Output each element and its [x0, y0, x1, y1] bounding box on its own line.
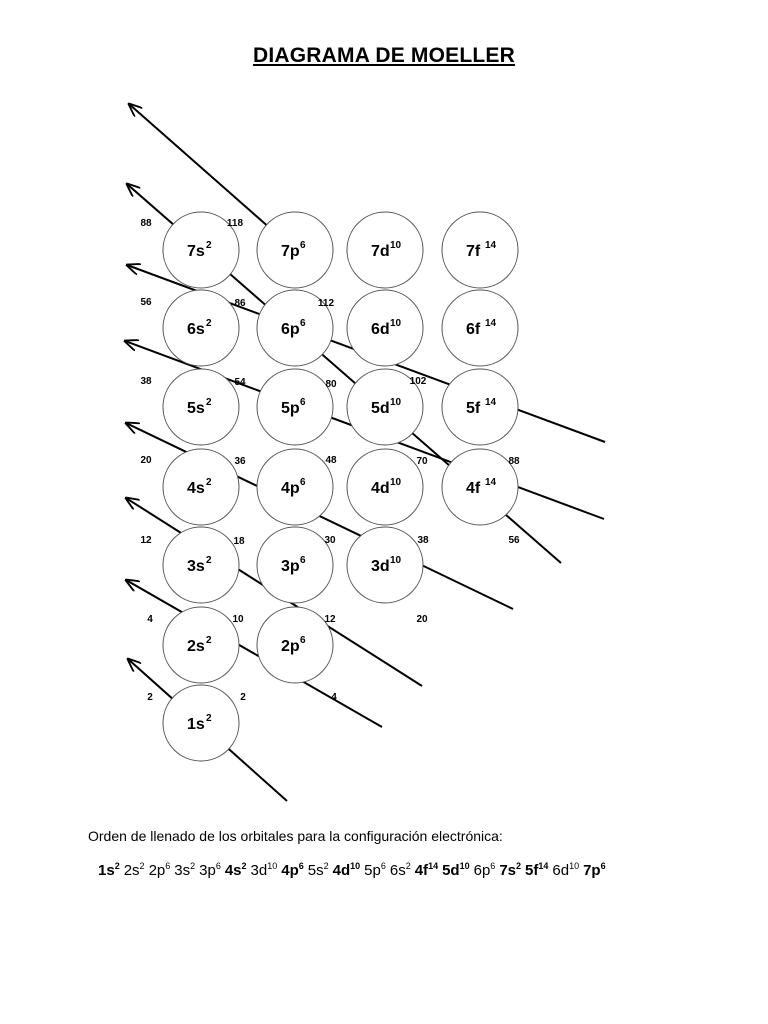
electron-count: 102	[409, 376, 427, 387]
electron-count: 56	[140, 297, 152, 308]
electron-count: 56	[508, 535, 520, 546]
sequence-term	[225, 862, 247, 879]
sequence-orbital: 5p	[364, 862, 381, 879]
sequence-orbital: 5d	[442, 862, 460, 879]
sequence-term	[442, 862, 470, 879]
electron-count: 38	[140, 376, 152, 387]
sequence-term	[583, 862, 606, 879]
orbital-label: 3p	[281, 558, 300, 575]
sequence-term	[308, 862, 329, 879]
electron-count: 86	[234, 298, 246, 309]
sequence-orbital: 3s	[174, 862, 191, 879]
electron-count: 112	[317, 298, 335, 309]
sequence-orbital: 6s	[389, 862, 406, 879]
sequence-exponent: 14	[538, 861, 549, 871]
electron-count: 118	[226, 218, 244, 229]
orbital-label: 1s	[187, 716, 205, 733]
orbital-3p	[257, 527, 333, 603]
orbital-label: 4s	[187, 480, 205, 497]
sequence-term	[199, 862, 221, 879]
sequence-exponent: 10	[267, 861, 278, 871]
electron-count: 2	[240, 692, 246, 703]
orbital-label: 5f	[466, 400, 481, 417]
orbital-label: 6d	[371, 321, 390, 338]
electron-count: 20	[140, 455, 152, 466]
electron-count: 54	[234, 377, 246, 388]
orbital-7f	[442, 212, 518, 288]
orbital-4f	[442, 449, 518, 525]
sequence-exponent: 10	[459, 861, 470, 871]
sequence-term	[124, 862, 145, 879]
orbital-superscript: 2	[206, 477, 212, 488]
orbital-superscript: 2	[206, 397, 212, 408]
sequence-term	[390, 862, 411, 879]
orbital-superscript: 2	[206, 318, 212, 329]
orbital-superscript: 6	[300, 477, 306, 488]
orbital-superscript: 10	[390, 477, 402, 488]
orbital-7p	[257, 212, 333, 288]
sequence-orbital: 6p	[473, 862, 491, 879]
electron-count: 30	[324, 535, 336, 546]
orbital-label: 7s	[187, 243, 205, 260]
orbital-superscript: 14	[485, 318, 497, 329]
orbital-1s	[163, 685, 239, 761]
sequence-term	[98, 862, 120, 879]
diagonal-arrow	[129, 104, 271, 229]
electron-count: 38	[417, 535, 429, 546]
sequence-orbital: 4d	[332, 862, 351, 879]
electron-count: 88	[508, 456, 520, 467]
sequence-exponent: 14	[428, 861, 439, 871]
orbital-5f	[442, 369, 518, 445]
sequence-orbital: 7p	[583, 862, 601, 879]
sequence-exponent: 2	[323, 861, 329, 871]
electron-count: 36	[234, 456, 246, 467]
sequence-term	[552, 862, 579, 879]
electron-count: 70	[416, 456, 428, 467]
orbital-superscript: 6	[300, 240, 306, 251]
orbital-label: 4p	[281, 480, 300, 497]
orbital-6s	[163, 290, 239, 366]
orbital-superscript: 10	[390, 240, 402, 251]
electron-count: 2	[147, 692, 153, 703]
orbital-superscript: 14	[485, 240, 497, 251]
sequence-orbital: 2s	[123, 862, 140, 879]
orbital-5p	[257, 369, 333, 445]
electron-count: 4	[331, 692, 337, 703]
orbital-label: 5p	[281, 400, 300, 417]
orbital-6d	[347, 290, 423, 366]
electron-count: 20	[416, 614, 428, 625]
sequence-orbital: 2p	[148, 862, 166, 879]
orbital-superscript: 14	[485, 397, 497, 408]
sequence-exponent: 10	[569, 861, 580, 871]
orbital-superscript: 2	[206, 240, 212, 251]
orbital-4s	[163, 449, 239, 525]
orbital-label: 6p	[281, 321, 300, 338]
page-title: DIAGRAMA DE MOELLER	[252, 44, 515, 67]
orbital-3s	[163, 527, 239, 603]
sequence-orbital: 5s	[307, 862, 324, 879]
sequence-term	[499, 862, 521, 879]
sequence-orbital: 7s	[499, 862, 516, 879]
sequence-exponent: 10	[350, 861, 361, 871]
orbital-label: 6s	[187, 321, 205, 338]
orbital-label: 5d	[371, 400, 390, 417]
sequence-term	[415, 862, 438, 879]
orbital-2p	[257, 607, 333, 683]
orbital-label: 2p	[281, 638, 300, 655]
orbital-label: 7p	[281, 243, 300, 260]
sequence-exponent: 2	[516, 861, 522, 871]
orbital-label: 5s	[187, 400, 205, 417]
orbital-superscript: 6	[300, 397, 306, 408]
orbital-superscript: 2	[206, 635, 212, 646]
sequence-term	[174, 862, 195, 879]
electron-count: 10	[232, 614, 244, 625]
sequence-exponent: 2	[139, 861, 145, 871]
sequence-orbital: 3p	[199, 862, 216, 879]
orbital-6f	[442, 290, 518, 366]
caption-text: Orden de llenado de los orbitales para la configuración electrónica:	[88, 828, 503, 844]
sequence-term	[333, 862, 361, 879]
orbital-label: 3s	[187, 558, 205, 575]
electron-count: 4	[147, 614, 153, 625]
orbital-4d	[347, 449, 423, 525]
orbital-superscript: 10	[390, 397, 402, 408]
sequence-exponent: 2	[405, 861, 411, 871]
orbital-label: 4f	[466, 480, 481, 497]
sequence-exponent: 6	[490, 861, 496, 871]
orbital-7d	[347, 212, 423, 288]
electron-count: 80	[325, 379, 337, 390]
orbital-label: 7f	[466, 243, 481, 260]
sequence-exponent: 2	[241, 861, 247, 871]
orbital-superscript: 6	[300, 555, 306, 566]
sequence-exponent: 6	[298, 861, 304, 871]
orbital-superscript: 6	[300, 635, 306, 646]
orbital-3d	[347, 527, 423, 603]
electron-count: 18	[233, 536, 245, 547]
sequence-orbital: 5f	[525, 862, 539, 879]
orbital-superscript: 10	[390, 555, 402, 566]
sequence-term	[251, 862, 278, 879]
sequence-orbital: 4s	[224, 862, 242, 879]
sequence-term	[364, 862, 386, 879]
sequence-orbital: 4f	[414, 862, 429, 879]
electron-count: 12	[324, 614, 336, 625]
orbital-label: 4d	[371, 480, 390, 497]
sequence-orbital: 6d	[552, 862, 570, 879]
configuration-sequence	[98, 862, 610, 879]
sequence-exponent: 2	[114, 861, 120, 871]
sequence-term	[474, 862, 496, 879]
electron-count: 12	[140, 535, 152, 546]
orbital-superscript: 2	[206, 555, 212, 566]
orbital-4p	[257, 449, 333, 525]
electron-count: 48	[325, 455, 337, 466]
orbital-superscript: 10	[390, 318, 402, 329]
sequence-orbital: 4p	[281, 862, 299, 879]
sequence-term	[525, 862, 548, 879]
sequence-orbital: 3d	[250, 862, 268, 879]
orbital-label: 2s	[187, 638, 205, 655]
sequence-exponent: 6	[380, 861, 386, 871]
orbital-superscript: 2	[206, 713, 212, 724]
orbital-2s	[163, 607, 239, 683]
sequence-exponent: 6	[165, 861, 171, 871]
electron-count: 88	[140, 218, 152, 229]
orbital-5s	[163, 369, 239, 445]
orbital-superscript: 14	[485, 477, 497, 488]
orbital-label: 7d	[371, 243, 390, 260]
orbital-label: 6f	[466, 321, 481, 338]
sequence-exponent: 2	[190, 861, 196, 871]
sequence-orbital: 1s	[98, 862, 115, 879]
orbital-label: 3d	[371, 558, 390, 575]
sequence-exponent: 6	[600, 861, 606, 871]
orbital-superscript: 6	[300, 318, 306, 329]
sequence-exponent: 6	[215, 861, 221, 871]
sequence-term	[281, 862, 304, 879]
sequence-term	[149, 862, 171, 879]
